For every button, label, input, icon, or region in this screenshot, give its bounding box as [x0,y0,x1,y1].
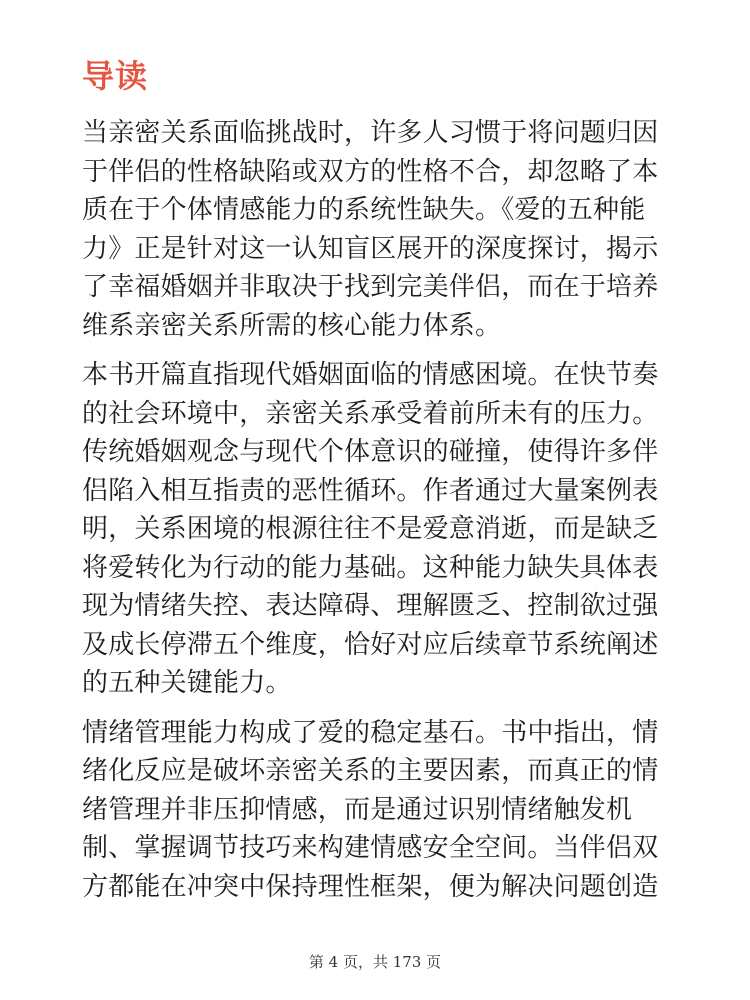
page-number-footer: 第 4 页，共 173 页 [308,953,442,971]
paragraph-3: 情绪管理能力构成了爱的稳定基石。书中指出，情 绪化反应是破坏亲密关系的主要因素，而真正的情 绪管理并非压抑情感，而是通过识别情绪触发机 制、掌握调节技巧来构建情感安全空间。当伴侣双 方都能在冲突中保持理性框架，便为解决问题创造 [82,717,659,902]
body-text [82,114,672,917]
paragraph-1: 当亲密关系面临挑战时，许多人习惯于将问题归因 于伴侣的性格缺陷或双方的性格不合，却忽略了本 质在于个体情感能力的系统性缺失。《爱的五种能 力》正是针对这一认知盲区展开的深度探讨，揭示 了幸福婚姻并非取决于找到完美伴侣，而在于培养 维系亲密关系所需的核心能力体系。 [82,118,659,341]
paragraph-2: 本书开篇直指现代婚姻面临的情感困境。在快节奏 的社会环境中，亲密关系承受着前所未有的压力。 传统婚姻观念与现代个体意识的碰撞，使得许多伴 侣陷入相互指责的恶性循环。作者通过大量案例表 明，关系困境的根源往往不是爱意消逝，而是缺乏 将爱转化为行动的能力基础。这种能力缺失具体表 现为情绪失控、表达障碍、理解匮乏、控制欲过强 及成长停滞五个维度，恰好对应后续章节系统阐述 的五种关键能力。 [82,360,659,698]
section-heading: 导读 [82,57,149,95]
